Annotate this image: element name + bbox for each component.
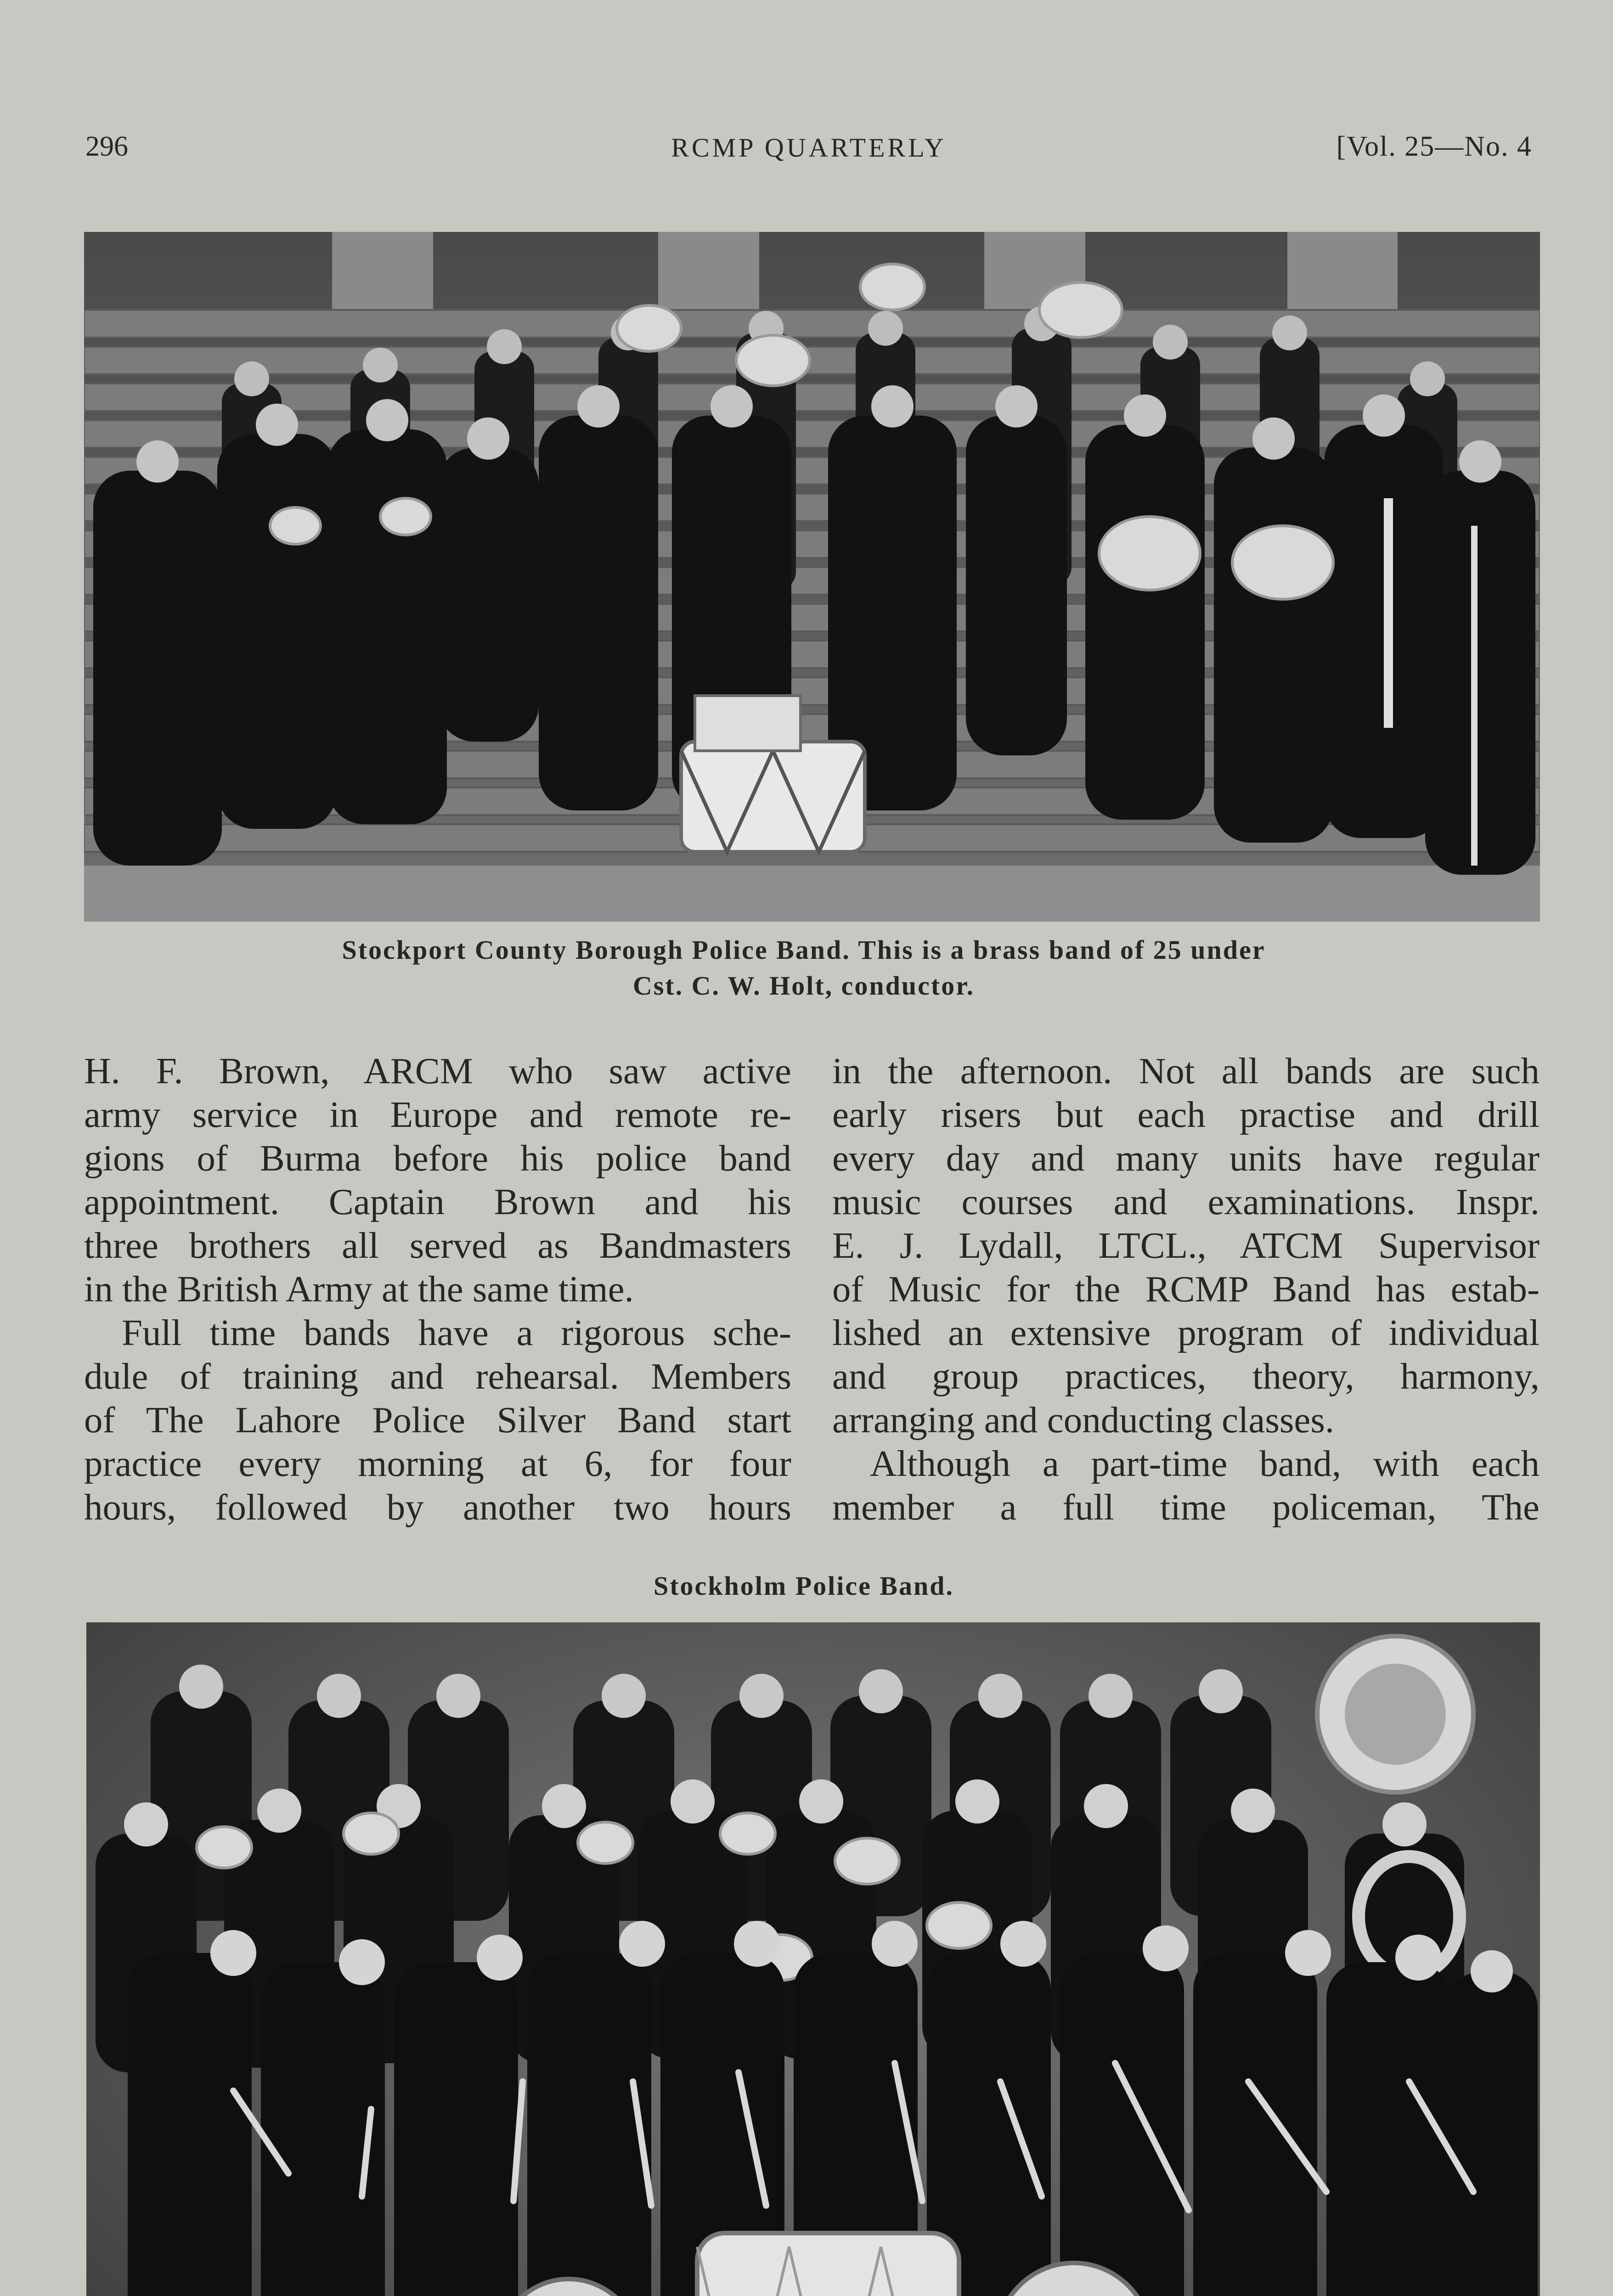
body-left-column [84, 1049, 791, 1529]
body-line: three brothers all served as Bandmasters [84, 1225, 791, 1266]
body-right-column [832, 1049, 1540, 1529]
body-line: H. F. Brown, ARCM who saw active [84, 1050, 791, 1092]
journal-title: RCMP QUARTERLY [671, 133, 947, 163]
body-line: in the British Army at the same time. [84, 1268, 634, 1310]
volume-issue: [Vol. 25—No. 4 [1336, 131, 1532, 162]
body-line: lished an extensive program of individual [832, 1312, 1540, 1353]
body-line: of Music for the RCMP Band has estab- [832, 1268, 1540, 1310]
stockport-band-photo [84, 232, 1540, 922]
body-line: every day and many units have regular [832, 1137, 1540, 1179]
body-line: and group practices, theory, harmony, [832, 1356, 1540, 1397]
figure1-caption [138, 932, 1470, 1004]
page-number: 296 [85, 131, 128, 162]
figure1-caption-line1: Stockport County Borough Police Band. This is a brass band of 25 under [342, 935, 1266, 965]
body-line: music courses and examinations. Inspr. [832, 1181, 1540, 1222]
stockholm-band-photo [86, 1622, 1540, 2296]
body-line: Full time bands have a rigorous sche- [122, 1312, 791, 1353]
figure1-caption-line2: Cst. C. W. Holt, conductor. [632, 971, 975, 1001]
body-line: member a full time policeman, The [832, 1486, 1540, 1528]
figure2-caption: Stockholm Police Band. [653, 1571, 954, 1601]
body-line: early risers but each practise and drill [832, 1094, 1540, 1135]
body-line: E. J. Lydall, LTCL., ATCM Supervisor [832, 1225, 1540, 1266]
body-line: arranging and conducting classes. [832, 1399, 1335, 1441]
body-line: army service in Europe and remote re- [84, 1094, 791, 1135]
body-line: in the afternoon. Not all bands are such [832, 1050, 1540, 1092]
body-line: of The Lahore Police Silver Band start [84, 1399, 791, 1441]
body-line: gions of Burma before his police band [84, 1137, 791, 1179]
body-line: practice every morning at 6, for four [84, 1443, 791, 1484]
body-line: dule of training and rehearsal. Members [84, 1356, 791, 1397]
body-line: Although a part-time band, with each [870, 1443, 1540, 1484]
body-line: appointment. Captain Brown and his [84, 1181, 791, 1222]
body-line: hours, followed by another two hours [84, 1486, 791, 1528]
page-header [85, 130, 1532, 167]
